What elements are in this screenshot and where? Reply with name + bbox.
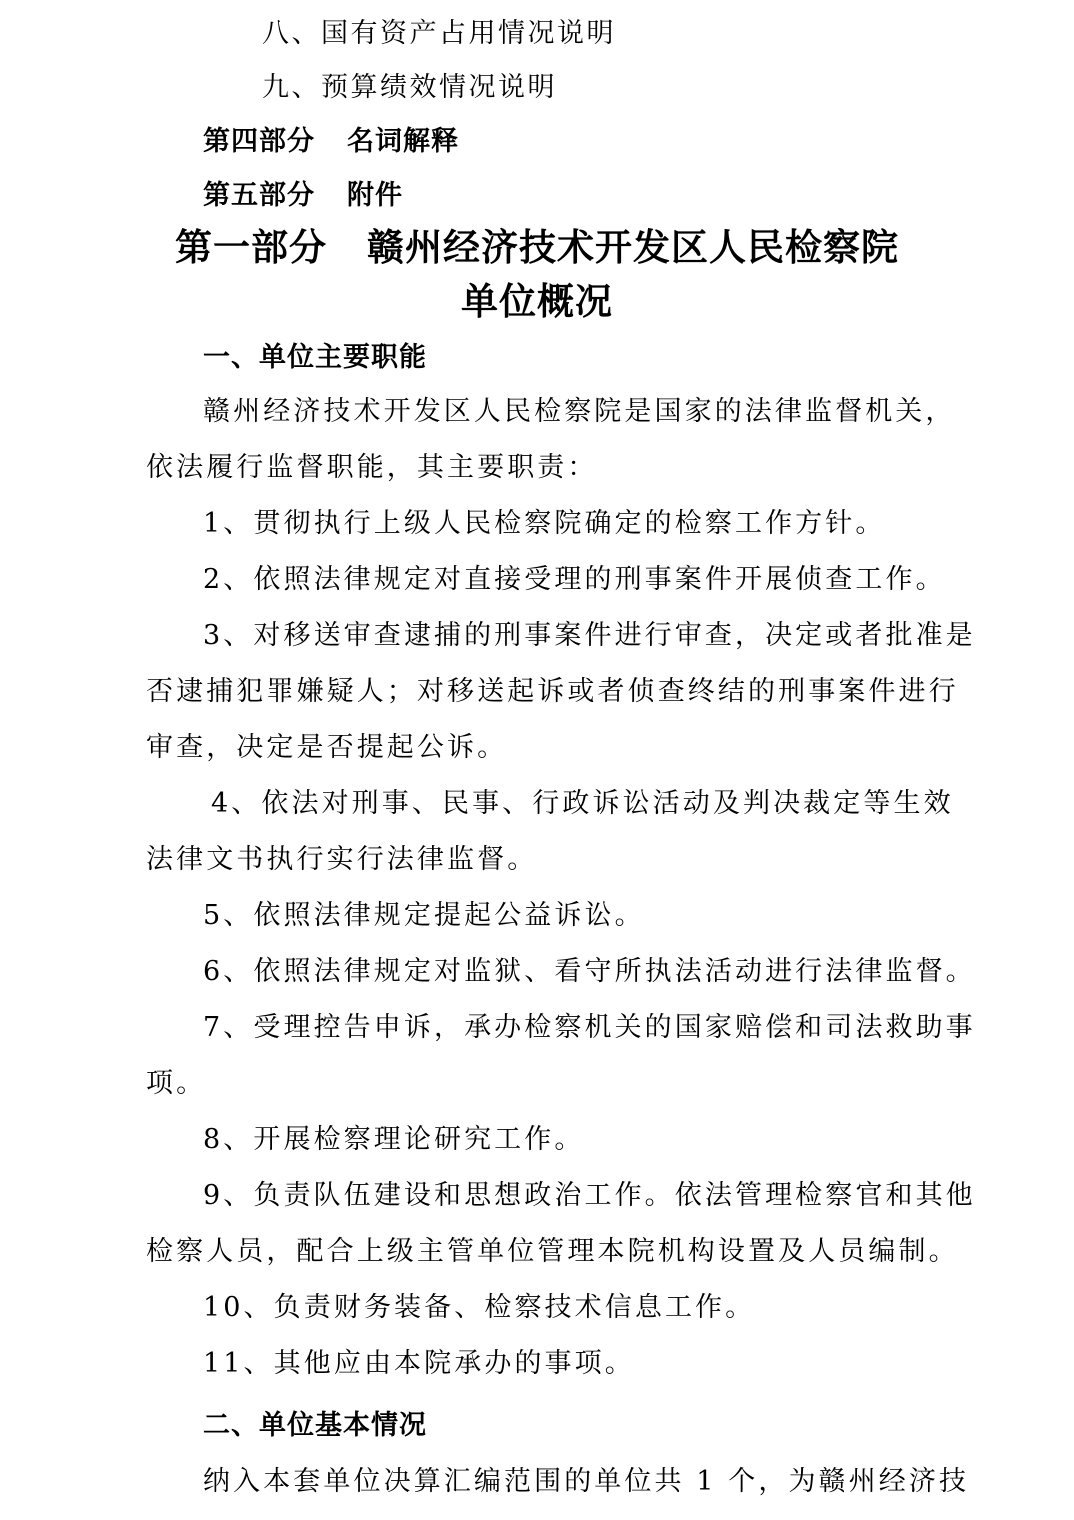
part-title-label: 第一部分 <box>175 225 327 269</box>
duty-item-11: 11、其他应由本院承办的事项。 <box>203 1348 635 1379</box>
section2-para-line1: 纳入本套单位决算汇编范围的单位共 1 个，为赣州经济技 <box>203 1466 970 1497</box>
part-title-line2: 单位概况 <box>461 279 613 323</box>
duty-item-9-line1: 9、负责队伍建设和思想政治工作。依法管理检察官和其他 <box>203 1180 976 1211</box>
toc-part-5-label: 第五部分 <box>203 180 315 211</box>
part-title-unit: 赣州经济技术开发区人民检察院 <box>367 225 899 269</box>
toc-part-4-label: 第四部分 <box>203 126 315 157</box>
duty-item-3-line1: 3、对移送审查逮捕的刑事案件进行审查，决定或者批准是 <box>203 620 976 651</box>
duty-item-7-line2: 项。 <box>146 1068 207 1099</box>
duty-item-8: 8、开展检察理论研究工作。 <box>203 1124 585 1155</box>
toc-part-5 <box>203 178 403 214</box>
duty-item-9-line2: 检察人员，配合上级主管单位管理本院机构设置及人员编制。 <box>146 1236 959 1267</box>
duty-item-6: 6、依照法律规定对监狱、看守所执法活动进行法律监督。 <box>203 956 976 987</box>
section1-intro-line2: 依法履行监督职能，其主要职责： <box>146 452 598 483</box>
toc-item-9: 九、预算绩效情况说明 <box>262 72 557 103</box>
duty-item-10: 10、负责财务装备、检察技术信息工作。 <box>203 1292 756 1323</box>
toc-item-8: 八、国有资产占用情况说明 <box>262 18 616 49</box>
duty-item-4-line2: 法律文书执行实行法律监督。 <box>146 844 538 875</box>
section2-heading: 二、单位基本情况 <box>203 1410 427 1441</box>
section1-intro-line1: 赣州经济技术开发区人民检察院是国家的法律监督机关， <box>203 396 956 427</box>
duty-item-5: 5、依照法律规定提起公益诉讼。 <box>203 900 645 931</box>
duty-item-3-line2: 否逮捕犯罪嫌疑人；对移送起诉或者侦查终结的刑事案件进行 <box>146 676 959 707</box>
toc-part-4-title: 名词解释 <box>347 126 459 157</box>
duty-item-2: 2、依照法律规定对直接受理的刑事案件开展侦查工作。 <box>203 564 946 595</box>
toc-part-4 <box>203 124 459 160</box>
duty-item-3-line3: 审查，决定是否提起公诉。 <box>146 732 508 763</box>
duty-item-7-line1: 7、受理控告申诉，承办检察机关的国家赔偿和司法救助事 <box>203 1012 976 1043</box>
duty-item-1: 1、贯彻执行上级人民检察院确定的检察工作方针。 <box>203 508 886 539</box>
duty-item-4-line1: 4、依法对刑事、民事、行政诉讼活动及判决裁定等生效 <box>211 788 954 819</box>
toc-part-5-title: 附件 <box>347 180 403 211</box>
section1-heading: 一、单位主要职能 <box>203 342 427 373</box>
part-title-line1 <box>0 222 1074 272</box>
